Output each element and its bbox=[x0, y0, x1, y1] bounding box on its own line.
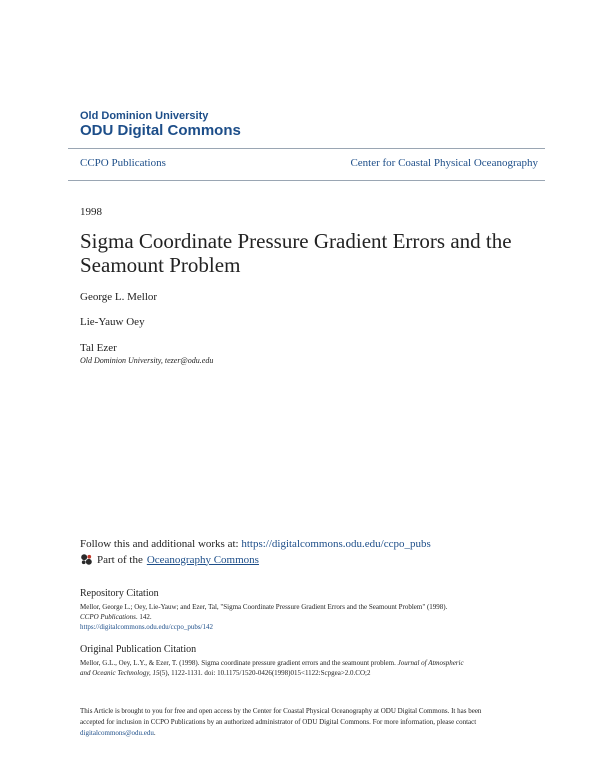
citation-line bbox=[80, 668, 530, 678]
notice-period: . bbox=[153, 729, 156, 737]
original-citation-heading: Original Publication Citation bbox=[80, 644, 197, 655]
collection-link[interactable]: https://digitalcommons.odu.edu/ccpo_pubs bbox=[241, 538, 431, 550]
repository-name[interactable]: ODU Digital Commons bbox=[80, 122, 241, 139]
network-logo-icon bbox=[80, 553, 93, 566]
breadcrumb-divider bbox=[68, 180, 545, 181]
journal-name: Journal of Atmospheric bbox=[397, 659, 464, 667]
university-name: Old Dominion University bbox=[80, 110, 209, 122]
citation-number: . 142. bbox=[135, 613, 152, 621]
citation-line bbox=[80, 658, 530, 668]
repository-citation-link[interactable]: https://digitalcommons.odu.edu/ccpo_pubs/142 bbox=[80, 623, 213, 631]
citation-line: Mellor, George L.; Oey, Lie-Yauw; and Ezer, Tal, "Sigma Coordinate Pressure Gradient Errors and the Seamount Problem" (1998). bbox=[80, 603, 448, 611]
follow-line bbox=[80, 538, 431, 550]
notice-line: accepted for inclusion in CCPO Publications by an authorized administrator of ODU Digital Commons. For more information, please contact bbox=[80, 718, 477, 726]
repository-citation-heading: Repository Citation bbox=[80, 588, 159, 599]
access-notice bbox=[80, 706, 530, 739]
series-name: CCPO Publications bbox=[80, 613, 136, 621]
author-name: Tal Ezer bbox=[80, 342, 117, 354]
citation-plain: Mellor, G.L., Oey, L.Y., & Ezer, T. (1998). Sigma coordinate pressure gradient errors and the seamount problem. bbox=[80, 659, 398, 667]
header-divider bbox=[68, 148, 545, 149]
author-name: Lie-Yauw Oey bbox=[80, 316, 145, 328]
part-of-line bbox=[80, 553, 259, 566]
follow-text: Follow this and additional works at: bbox=[80, 538, 242, 550]
part-of-text: Part of the bbox=[97, 553, 143, 566]
article-title: Sigma Coordinate Pressure Gradient Errors and the Seamount Problem bbox=[80, 229, 512, 277]
publication-year: 1998 bbox=[80, 206, 102, 218]
notice-line: This Article is brought to you for free and open access by the Center for Coastal Physical Oceanography at ODU Digital Commons. It has been bbox=[80, 707, 482, 715]
breadcrumb-center-coastal-oceanography[interactable]: Center for Coastal Physical Oceanography bbox=[350, 157, 538, 169]
citation-line bbox=[80, 612, 530, 622]
citation-pages-doi: (5), 1122-1131. doi: 10.1175/1520-0426(1998)015<1122:Scpgea>2.0.CO;2 bbox=[159, 669, 371, 677]
original-citation-text bbox=[80, 658, 530, 678]
author-name: George L. Mellor bbox=[80, 291, 158, 303]
contact-email-link[interactable]: digitalcommons@odu.edu bbox=[80, 729, 154, 737]
breadcrumb-ccpo-publications[interactable]: CCPO Publications bbox=[80, 157, 166, 169]
repository-citation-text bbox=[80, 602, 530, 632]
notice-line bbox=[80, 728, 530, 739]
oceanography-commons-link[interactable]: Oceanography Commons bbox=[146, 553, 259, 566]
author-affiliation: Old Dominion University, tezer@odu.edu bbox=[80, 356, 214, 365]
journal-volume: and Oceanic Technology, 15 bbox=[80, 669, 160, 677]
